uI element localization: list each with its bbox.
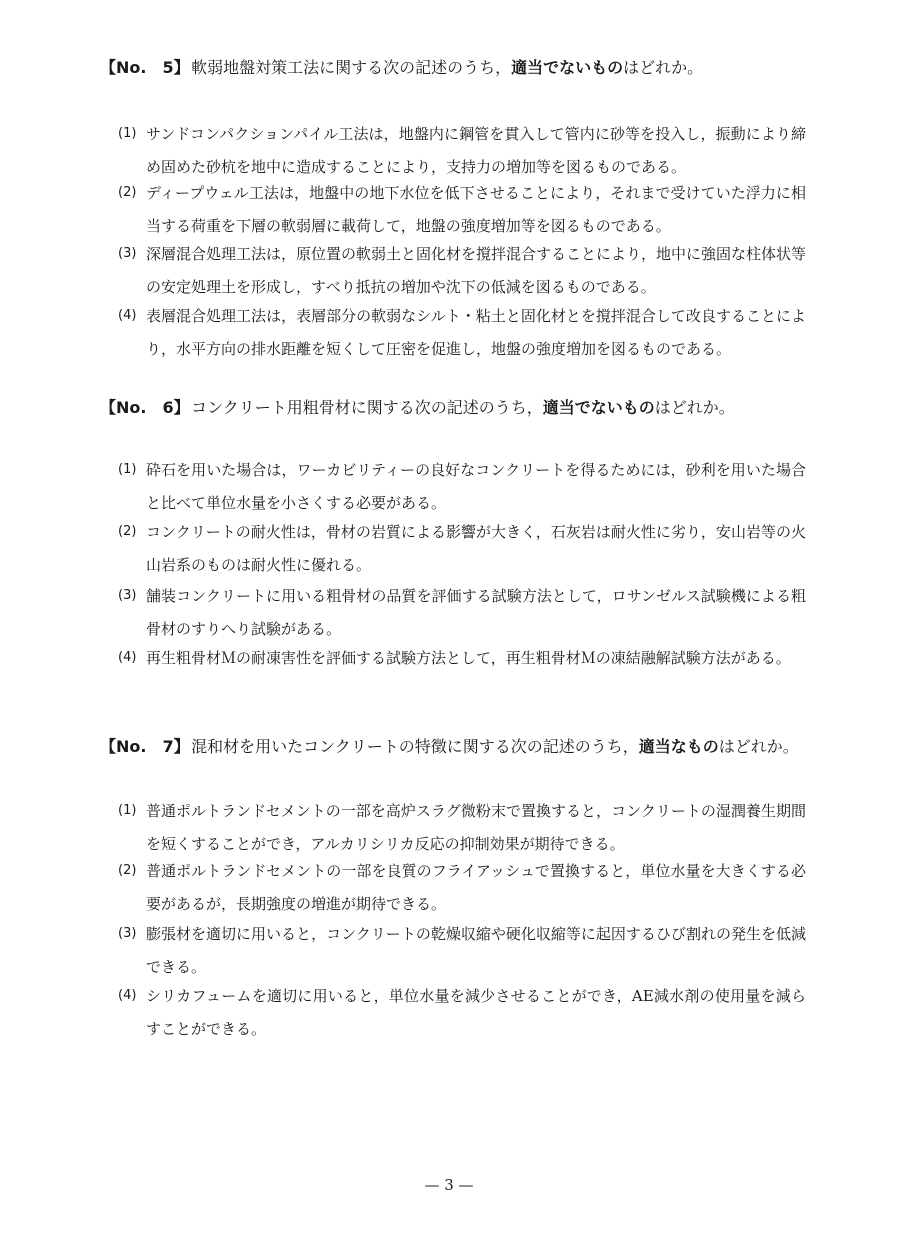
option-text: 普通ポルトランドセメントの一部を高炉スラグ微粉末で置換すると，コンクリートの湿潤養生期間を短くすることができ，アルカリシリカ反応の抑制効果が期待できる。 xyxy=(146,802,806,853)
option-number: (2) xyxy=(118,863,137,878)
question-emphasis: 適当でないもの xyxy=(542,398,655,417)
option-number: (4) xyxy=(118,988,137,1003)
question-header xyxy=(100,58,703,78)
option-number: (4) xyxy=(118,650,137,665)
option-number: (4) xyxy=(118,308,137,323)
option-text: コンクリートの耐火性は，骨材の岩質による影響が大きく，石灰岩は耐火性に劣り，安山岩等の火山岩系のものは耐火性に優れる。 xyxy=(146,523,806,574)
question-text: 軟弱地盤対策工法に関する次の記述のうち，適当でないものはどれか。 xyxy=(191,58,704,77)
option-number: (1) xyxy=(118,462,137,477)
option-text: 再生粗骨材Ｍの耐凍害性を評価する試験方法として，再生粗骨材Ｍの凍結融解試験方法がある。 xyxy=(146,649,791,667)
option-number: (3) xyxy=(118,588,137,603)
option-number: (1) xyxy=(118,803,137,818)
option-text: 舗装コンクリートに用いる粗骨材の品質を評価する試験方法として，ロサンゼルス試験機による粗骨材のすりへり試験がある。 xyxy=(146,587,806,638)
option-text: ディープウェル工法は，地盤中の地下水位を低下させることにより，それまで受けていた浮力に相当する荷重を下層の軟弱層に載荷して，地盤の強度増加等を図るものである。 xyxy=(146,184,806,235)
option-text: 膨張材を適切に用いると，コンクリートの乾燥収縮や硬化収縮等に起因するひび割れの発生を低減できる。 xyxy=(146,925,806,976)
page-number: — 3 — xyxy=(424,1176,474,1194)
option-text: 普通ポルトランドセメントの一部を良質のフライアッシュで置換すると，単位水量を大きくする必要があるが，長期強度の増進が期待できる。 xyxy=(146,862,806,913)
option-number: (2) xyxy=(118,185,137,200)
question-header xyxy=(100,398,735,418)
option-number: (3) xyxy=(118,926,137,941)
question-number: 【No. 6】 xyxy=(100,398,190,417)
option-text: サンドコンパクションパイル工法は，地盤内に鋼管を貫入して管内に砂等を投入し，振動により締め固めた砂杭を地中に造成することにより，支持力の増加等を図るものである。 xyxy=(146,125,806,176)
question-number: 【No. 7】 xyxy=(100,737,190,756)
option-number: (2) xyxy=(118,524,137,539)
option-text: 砕石を用いた場合は，ワーカビリティーの良好なコンクリートを得るためには，砂利を用いた場合と比べて単位水量を小さくする必要がある。 xyxy=(146,461,806,512)
option-text: シリカフュームを適切に用いると，単位水量を減少させることができ，AE減水剤の使用量を減らすことができる。 xyxy=(146,987,806,1038)
option-text: 深層混合処理工法は，原位置の軟弱土と固化材を撹拌混合することにより，地中に強固な柱体状等の安定処理土を形成し，すべり抵抗の増加や沈下の低減を図るものである。 xyxy=(146,245,807,296)
question-text: コンクリート用粗骨材に関する次の記述のうち，適当でないものはどれか。 xyxy=(191,398,735,417)
option-text: 表層混合処理工法は，表層部分の軟弱なシルト・粘土と固化材とを撹拌混合して改良することにより，水平方向の排水距離を短くして圧密を促進し，地盤の強度増加を図るものである。 xyxy=(146,307,806,358)
question-header xyxy=(100,737,799,757)
option-number: (3) xyxy=(118,246,137,261)
question-emphasis: 適当なもの xyxy=(638,737,719,756)
question-number: 【No. 5】 xyxy=(100,58,190,77)
option-number: (1) xyxy=(118,126,137,141)
question-text: 混和材を用いたコンクリートの特徴に関する次の記述のうち，適当なものはどれか。 xyxy=(191,737,799,756)
question-emphasis: 適当でないもの xyxy=(511,58,624,77)
